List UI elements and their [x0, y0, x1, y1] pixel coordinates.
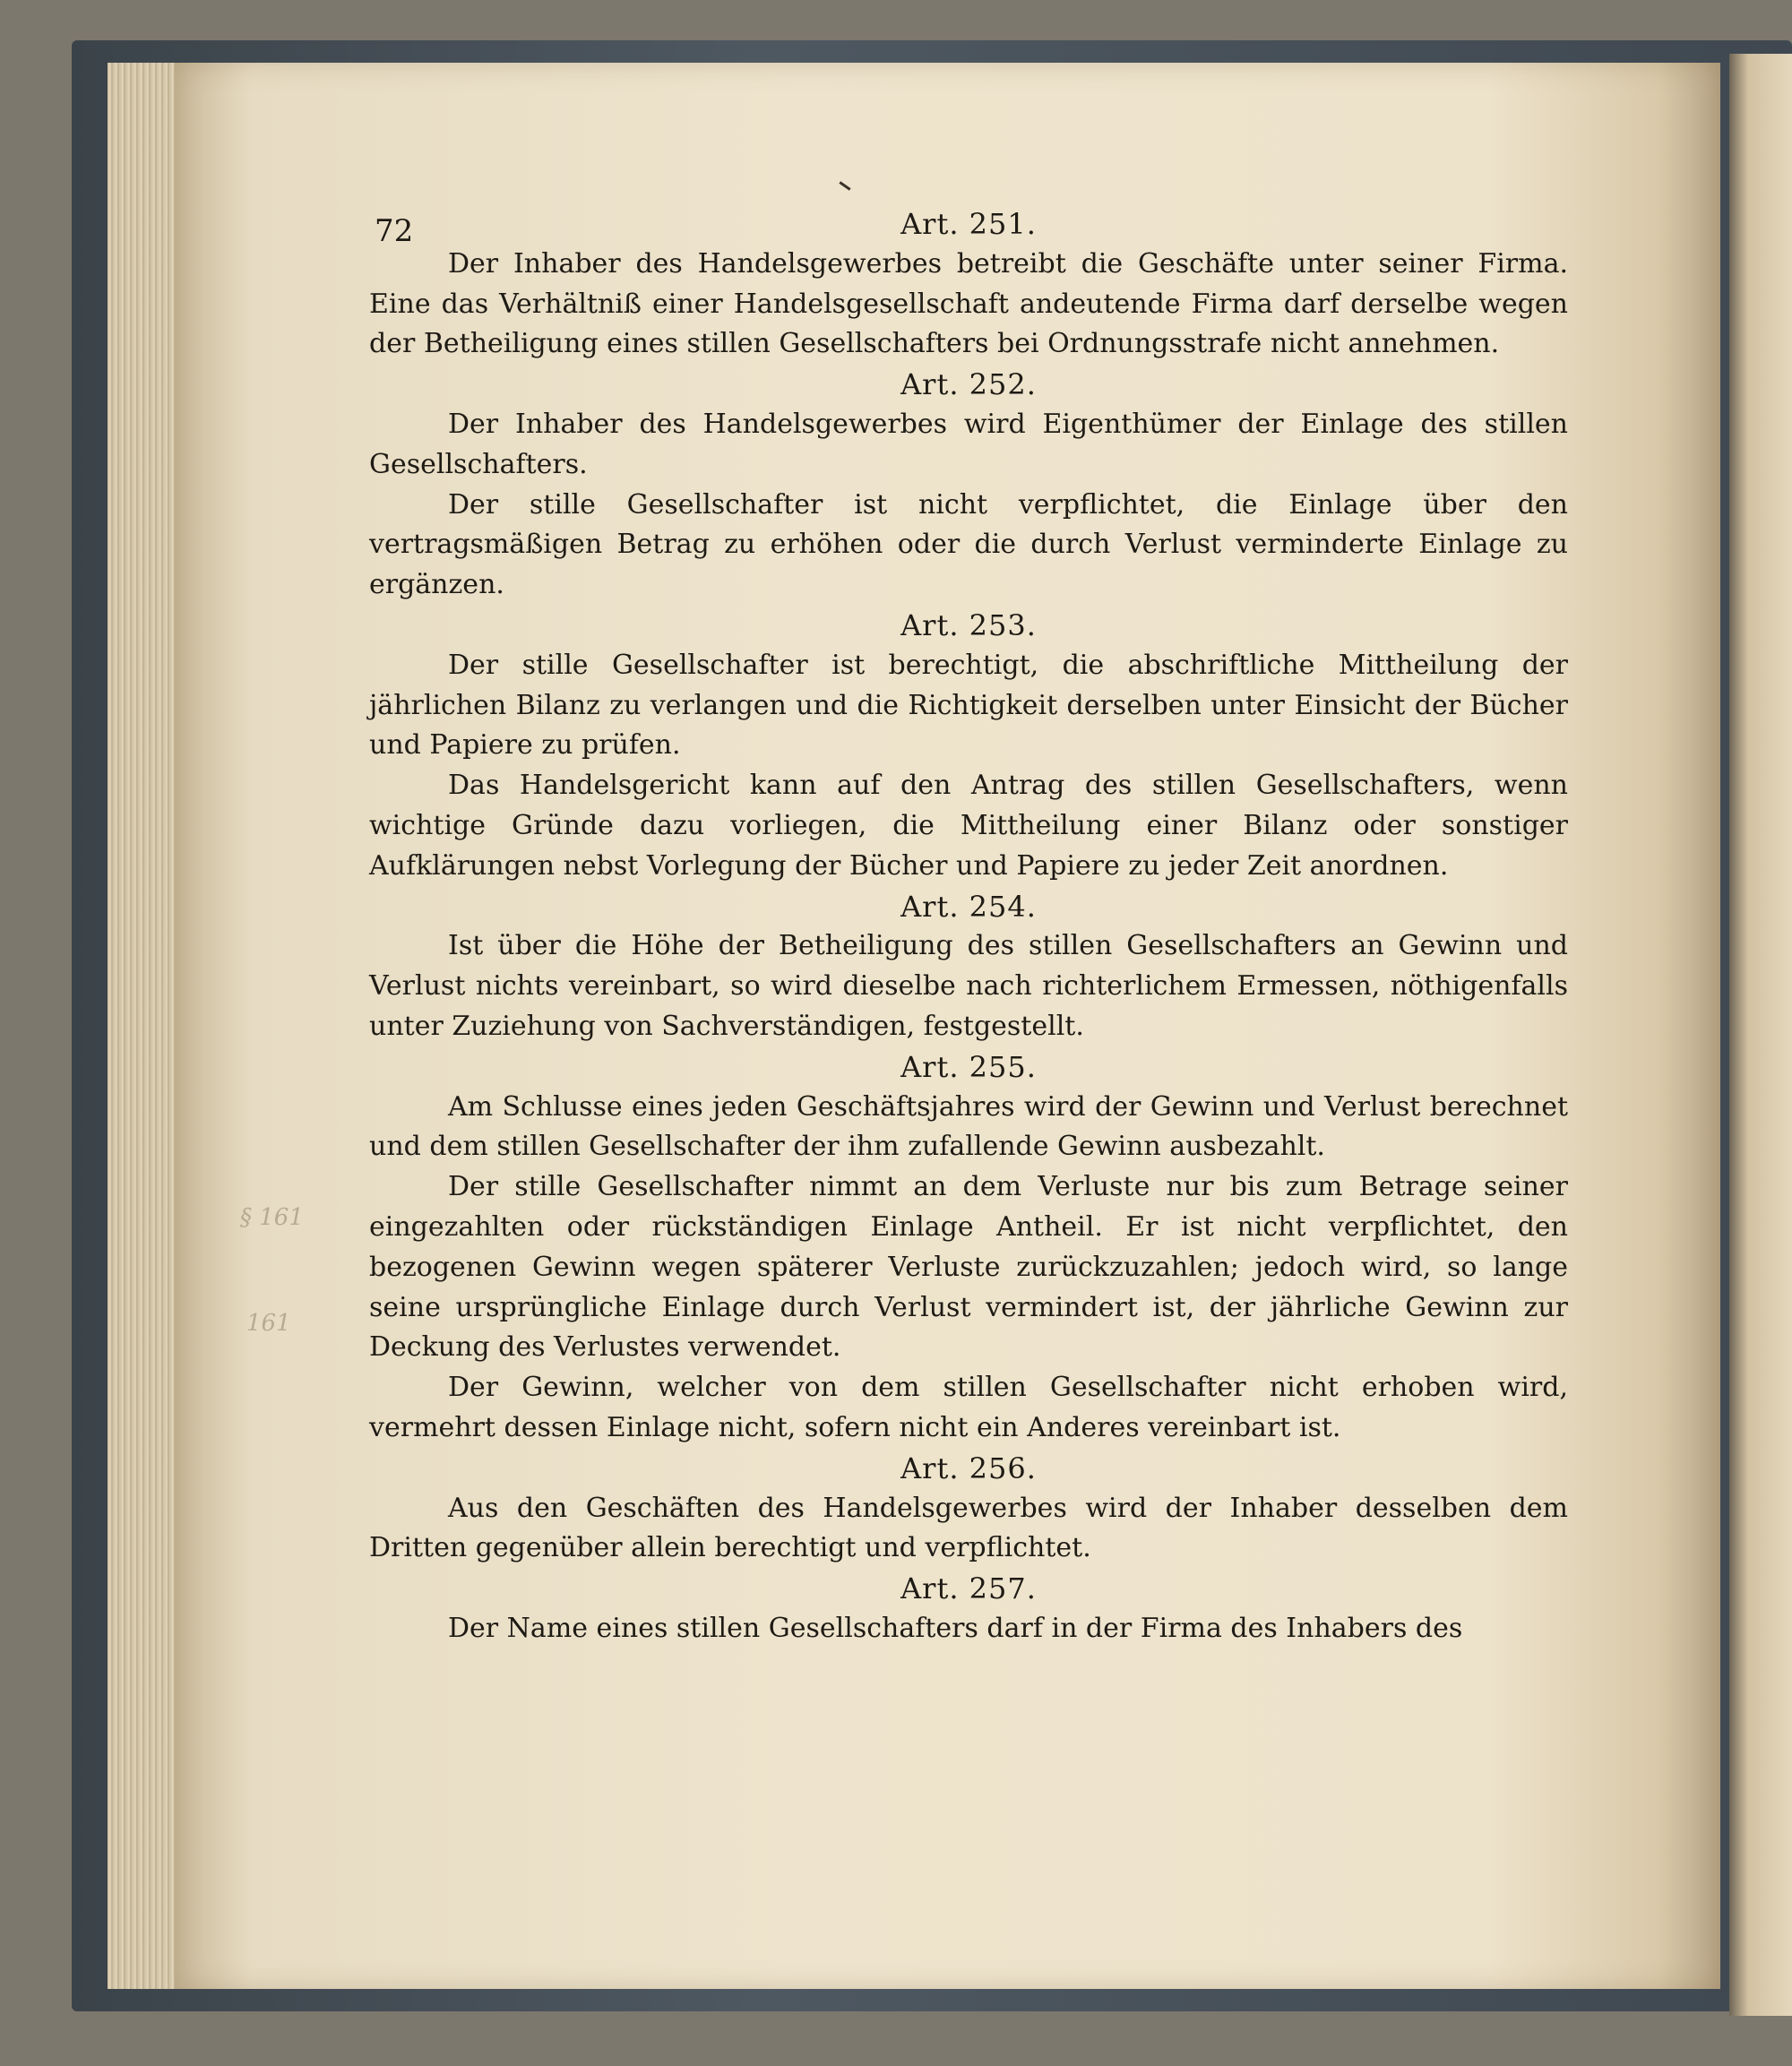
article-heading: Art. 255.: [900, 1049, 1037, 1084]
article-254: [369, 887, 1568, 1047]
article-paragraph: Der stille Gesellschafter nimmt an dem Verluste nur bis zum Betrage seiner eingezahlten oder rückständigen Einlage Antheil. Er ist nicht verpflichtet, den bezogenen Gewinn wegen späterer Verluste zurückzuzahlen; jedoch wird, so lange seine ursprüngliche Einlage durch Verlust vermindert ist, der jährliche Gewinn zur Deckung des Verlustes verwendet.: [369, 1171, 1568, 1364]
facing-page-edge: [1729, 54, 1792, 2016]
article-256: [369, 1449, 1568, 1569]
article-paragraph: Der stille Gesellschafter ist berechtigt, die abschriftliche Mittheilung der jährlichen Bilanz zu verlangen und die Richtigkeit derselben unter Einsicht der Bücher und Papiere zu prüfen.: [369, 649, 1568, 762]
article-heading: Art. 253.: [900, 607, 1037, 642]
article-heading: Art. 252.: [900, 367, 1037, 402]
article-paragraph: Der stille Gesellschafter ist nicht verpflichtet, die Einlage über den vertragsmäßigen Betrag zu erhöhen oder die durch Verlust verminderte Einlage zu ergänzen.: [369, 488, 1568, 601]
article-heading: Art. 251.: [900, 207, 1037, 241]
article-heading: Art. 256.: [900, 1451, 1037, 1485]
page-number: 72: [375, 213, 414, 249]
article-255: [369, 1047, 1568, 1449]
article-heading: Art. 257.: [900, 1571, 1037, 1606]
article-paragraph: Das Handelsgericht kann auf den Antrag des stillen Gesellschafters, wenn wichtige Gründe dazu vorliegen, die Mittheilung einer Bilanz oder sonstiger Aufklärungen nebst Vorlegung der Bücher und Papiere zu jeder Zeit anordnen.: [369, 770, 1568, 882]
article-paragraph: Aus den Geschäften des Handelsgewerbes wird der Inhaber desselben dem Dritten gegenüber allein berechtigt und verpflichtet.: [369, 1492, 1568, 1564]
article-257: [369, 1569, 1568, 1649]
article-heading: Art. 254.: [900, 889, 1037, 924]
article-paragraph: Der Name eines stillen Gesellschafters darf in der Firma des Inhabers des: [448, 1612, 1463, 1644]
margin-pencil-note: § 161: [240, 1204, 304, 1231]
article-paragraph: Ist über die Höhe der Betheiligung des stillen Gesellschafters an Gewinn und Verlust nichts vereinbart, so wird dieselbe nach richterlichem Ermessen, nöthigenfalls unter Zuziehung von Sachverständigen, festgestellt.: [369, 930, 1568, 1042]
article-paragraph: Der Gewinn, welcher von dem stillen Gesellschafter nicht erhoben wird, vermehrt dessen Einlage nicht, sofern nicht ein Anderes vereinbart ist.: [369, 1372, 1568, 1443]
margin-pencil-note: 161: [246, 1310, 291, 1337]
article-252: [369, 365, 1568, 606]
article-paragraph: Der Inhaber des Handelsgewerbes wird Eigenthümer der Einlage des stillen Gesellschafters.: [369, 408, 1568, 480]
article-253: [369, 606, 1568, 887]
article-251: [369, 204, 1568, 365]
body-text: [369, 204, 1568, 1649]
article-paragraph: Am Schlusse eines jeden Geschäftsjahres wird der Gewinn und Verlust berechnet und dem stillen Gesellschafter der ihm zufallende Gewinn ausbezahlt.: [369, 1090, 1568, 1163]
article-paragraph: Der Inhaber des Handelsgewerbes betreibt die Geschäfte unter seiner Firma. Eine das Verhältniß einer Handelsgesellschaft andeutende Firma darf derselbe wegen der Betheiligung eines stillen Gesellschafters bei Ordnungsstrafe nicht annehmen.: [369, 247, 1568, 360]
